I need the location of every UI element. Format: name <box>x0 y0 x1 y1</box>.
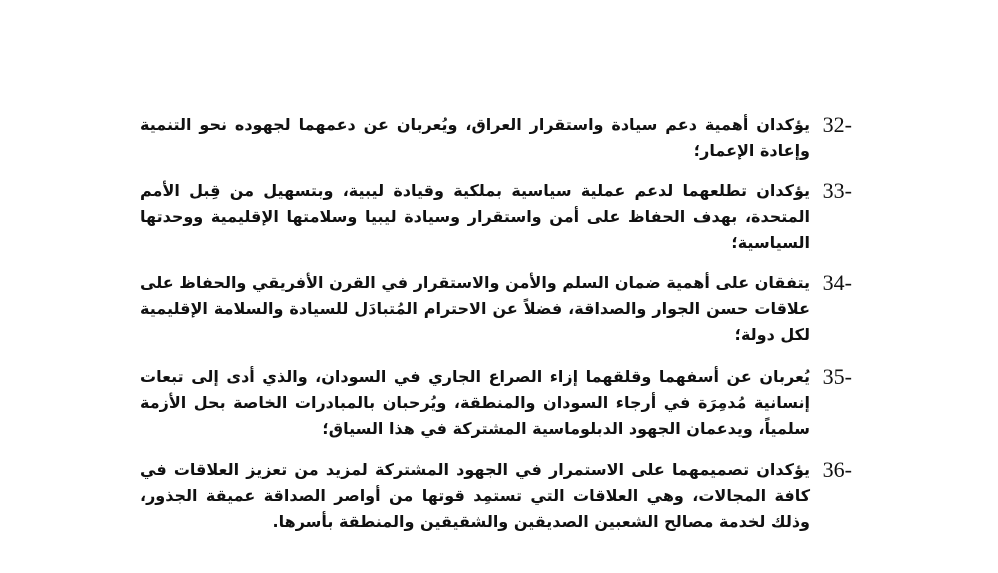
clause-number: 32- <box>822 112 852 137</box>
clause-text: يؤكدان تصميمهما على الاستمرار في الجهود المشتركة لمزيد من تعزيز العلاقات في كافة المجالات، وهي العلاقات التي تستمِد قوتها من أواصر الصداقة عميقة الجذور، وذلك لخدمة مصالح الشعبين الصديقين والشقيقين والمنطقة بأسرها. <box>140 460 810 531</box>
clause-item <box>140 178 852 256</box>
clause-number: 34- <box>822 270 852 295</box>
clause-text: يؤكدان تطلعهما لدعم عملية سياسية بملكية وقيادة ليبية، وبتسهيل من قِبل الأمم المتحدة، بهدف الحفاظ على أمن واستقرار وسيادة ليبيا وسلامتها الإقليمية ووحدتها السياسية؛ <box>140 181 810 252</box>
clause-text: يؤكدان أهمية دعم سيادة واستقرار العراق، ويُعربان عن دعمهما لجهوده نحو التنمية وإعادة الإعمار؛ <box>140 115 810 160</box>
clause-number: 35- <box>822 364 852 389</box>
clause-item <box>140 112 852 164</box>
clause-item <box>140 364 852 442</box>
clause-item <box>140 270 852 348</box>
clause-number: 33- <box>822 178 852 203</box>
numbered-clauses-list <box>140 112 852 549</box>
clause-text: يتفقان على أهمية ضمان السلم والأمن والاستقرار في القرن الأفريقي والحفاظ على علاقات حسن الجوار والصداقة، فضلاً عن الاحترام المُتبادَل للسيادة والسلامة الإقليمية لكل دولة؛ <box>140 273 810 344</box>
clause-text: يُعربان عن أسفهما وقلقهما إزاء الصراع الجاري في السودان، والذي أدى إلى تبعات إنسانية مُدمِرَة في أرجاء السودان والمنطقة، ويُرحبان بالمبادرات الخاصة بحل الأزمة سلمياً، ويدعمان الجهود الدبلوماسية المشتركة في هذا السياق؛ <box>140 367 810 438</box>
clause-number: 36- <box>822 457 852 482</box>
clause-item <box>140 457 852 535</box>
